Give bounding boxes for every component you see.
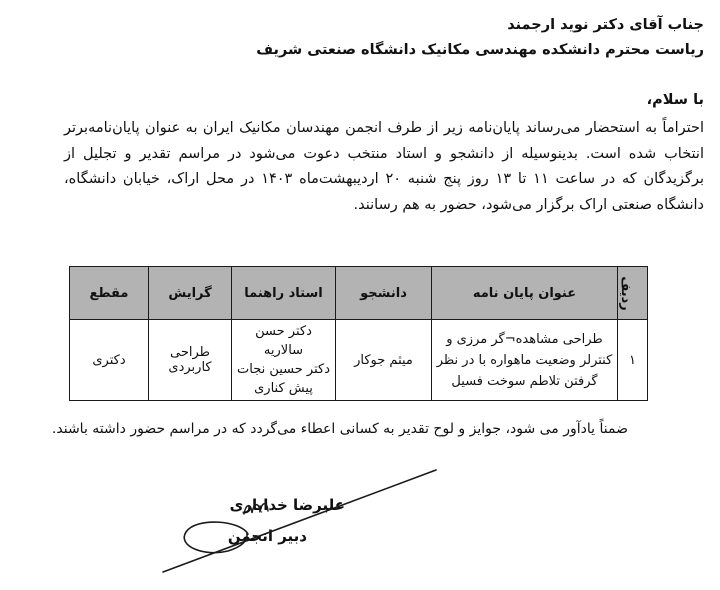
cell-degree: دکتری	[70, 320, 149, 401]
recipient-title: ریاست محترم دانشکده مهندسی مکانیک دانشگاه صنعتی شریف	[256, 42, 704, 58]
column-header-supervisor: استاد راهنما	[232, 267, 336, 320]
recipient-name: جناب آقای دکتر نوید ارجمند	[507, 17, 704, 33]
signature-block	[175, 490, 345, 552]
letter-header	[16, 13, 704, 63]
column-header-row-number	[618, 267, 648, 320]
footer-note: ضمناً یادآور می شود، جوایز و لوح تقدیر به کسانی اعطاء می‌گردد که در مراسم حضور داشته باشند.	[51, 421, 628, 437]
row-number-vertical-label: ردیف	[618, 275, 634, 311]
cell-row-number: ۱	[618, 320, 648, 401]
signatory-title: دبیر انجمن	[227, 527, 307, 545]
table-header-row	[70, 267, 648, 320]
cell-major: طراحی کاربردی	[149, 320, 232, 401]
cell-student: میثم جوکار	[336, 320, 432, 401]
column-header-degree: مقطع	[70, 267, 149, 320]
body-paragraph: احتراماً به استحضار می‌رساند پایان‌نامه زیر از طرف انجمن مهندسان مکانیک ایران به عنوان پایان‌نامه‌برتر انتخاب شده است. بدینوسیله از دانشجو و استاد منتخب دعوت می‌شود در مراسم تقدیر و تجلیل از برگزیدگان که در ساعت ۱۱ تا ۱۳ روز پنج شنبه ۲۰ اردیبهشت‌ماه ۱۴۰۳ در محل اراک، خیابان دانشگاه، دانشگاه صنعتی اراک برگزار می‌شود، حضور به هم رسانند.	[64, 120, 705, 213]
supervisor-line-2: دکتر حسین نجات پیش کناری	[237, 362, 330, 396]
salutation: با سلام،	[646, 92, 704, 108]
column-header-student: دانشجو	[336, 267, 432, 320]
cell-supervisor	[232, 320, 336, 401]
column-header-thesis-title: عنوان پایان نامه	[432, 267, 618, 320]
supervisor-line-1: دکتر حسن سالاریه	[255, 324, 312, 358]
column-header-major: گرایش	[149, 267, 232, 320]
thesis-table	[69, 266, 648, 401]
cell-thesis-title: طراحی مشاهده¬گر مرزی و کنترلر وضعیت ماهواره با در نظر گرفتن تلاطم سوخت فسیل	[432, 320, 618, 401]
table-row	[70, 320, 648, 401]
signatory-name: علیرضا خدایاری	[229, 496, 345, 514]
